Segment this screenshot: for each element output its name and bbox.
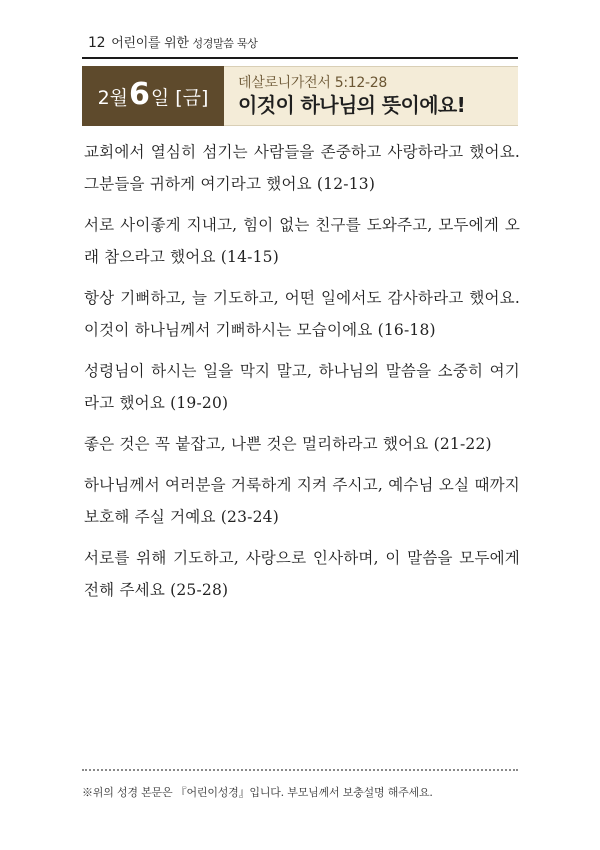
series-title: 어린이를 위한 — [111, 36, 189, 51]
paragraph-4: 성령님이 하시는 일을 막지 말고, 하나님의 말씀을 소중히 여기라고 했어요 (19-20) — [84, 362, 520, 412]
header-divider — [82, 57, 518, 59]
paragraph-6: 하나님께서 여러분을 거룩하게 지켜 주시고, 예수님 오실 때까지 보호해 주실 거예요 (23-24) — [84, 476, 520, 526]
date-month: 2월 — [97, 86, 129, 109]
date-day-suffix: 일 — [150, 86, 170, 109]
body-text — [84, 136, 520, 615]
date-weekday: [금] — [175, 86, 209, 109]
date-block — [82, 66, 224, 126]
passage-reference: 데살로니가전서 5:12-28 — [238, 75, 387, 91]
date-banner — [82, 66, 518, 126]
devotion-title: 이것이 하나님의 뜻이에요! — [238, 93, 466, 117]
title-block — [224, 66, 518, 126]
running-head — [88, 32, 258, 51]
date-day: 6 — [129, 76, 150, 112]
footer-divider — [82, 769, 518, 771]
paragraph-2: 서로 사이좋게 지내고, 힘이 없는 친구를 도와주고, 모두에게 오래 참으라고 했어요 (14-15) — [84, 216, 520, 266]
paragraph-1: 교회에서 열심히 섬기는 사람들을 존중하고 사랑하라고 했어요. 그분들을 귀하게 여기라고 했어요 (12-13) — [84, 143, 520, 193]
paragraph-5: 좋은 것은 꼭 붙잡고, 나쁜 것은 멀리하라고 했어요 (21-22) — [84, 435, 492, 453]
series-subtitle: 성경말씀 묵상 — [192, 37, 258, 50]
paragraph-7: 서로를 위해 기도하고, 사랑으로 인사하며, 이 말씀을 모두에게 전해 주세요 (25-28) — [84, 549, 520, 599]
footnote: ※위의 성경 본문은 『어린이성경』입니다. 부모님께서 보충설명 해주세요. — [82, 786, 433, 799]
page-number: 12 — [88, 35, 106, 51]
paragraph-3: 항상 기뻐하고, 늘 기도하고, 어떤 일에서도 감사하라고 했어요. 이것이 하나님께서 기뻐하시는 모습이에요 (16-18) — [84, 289, 520, 339]
